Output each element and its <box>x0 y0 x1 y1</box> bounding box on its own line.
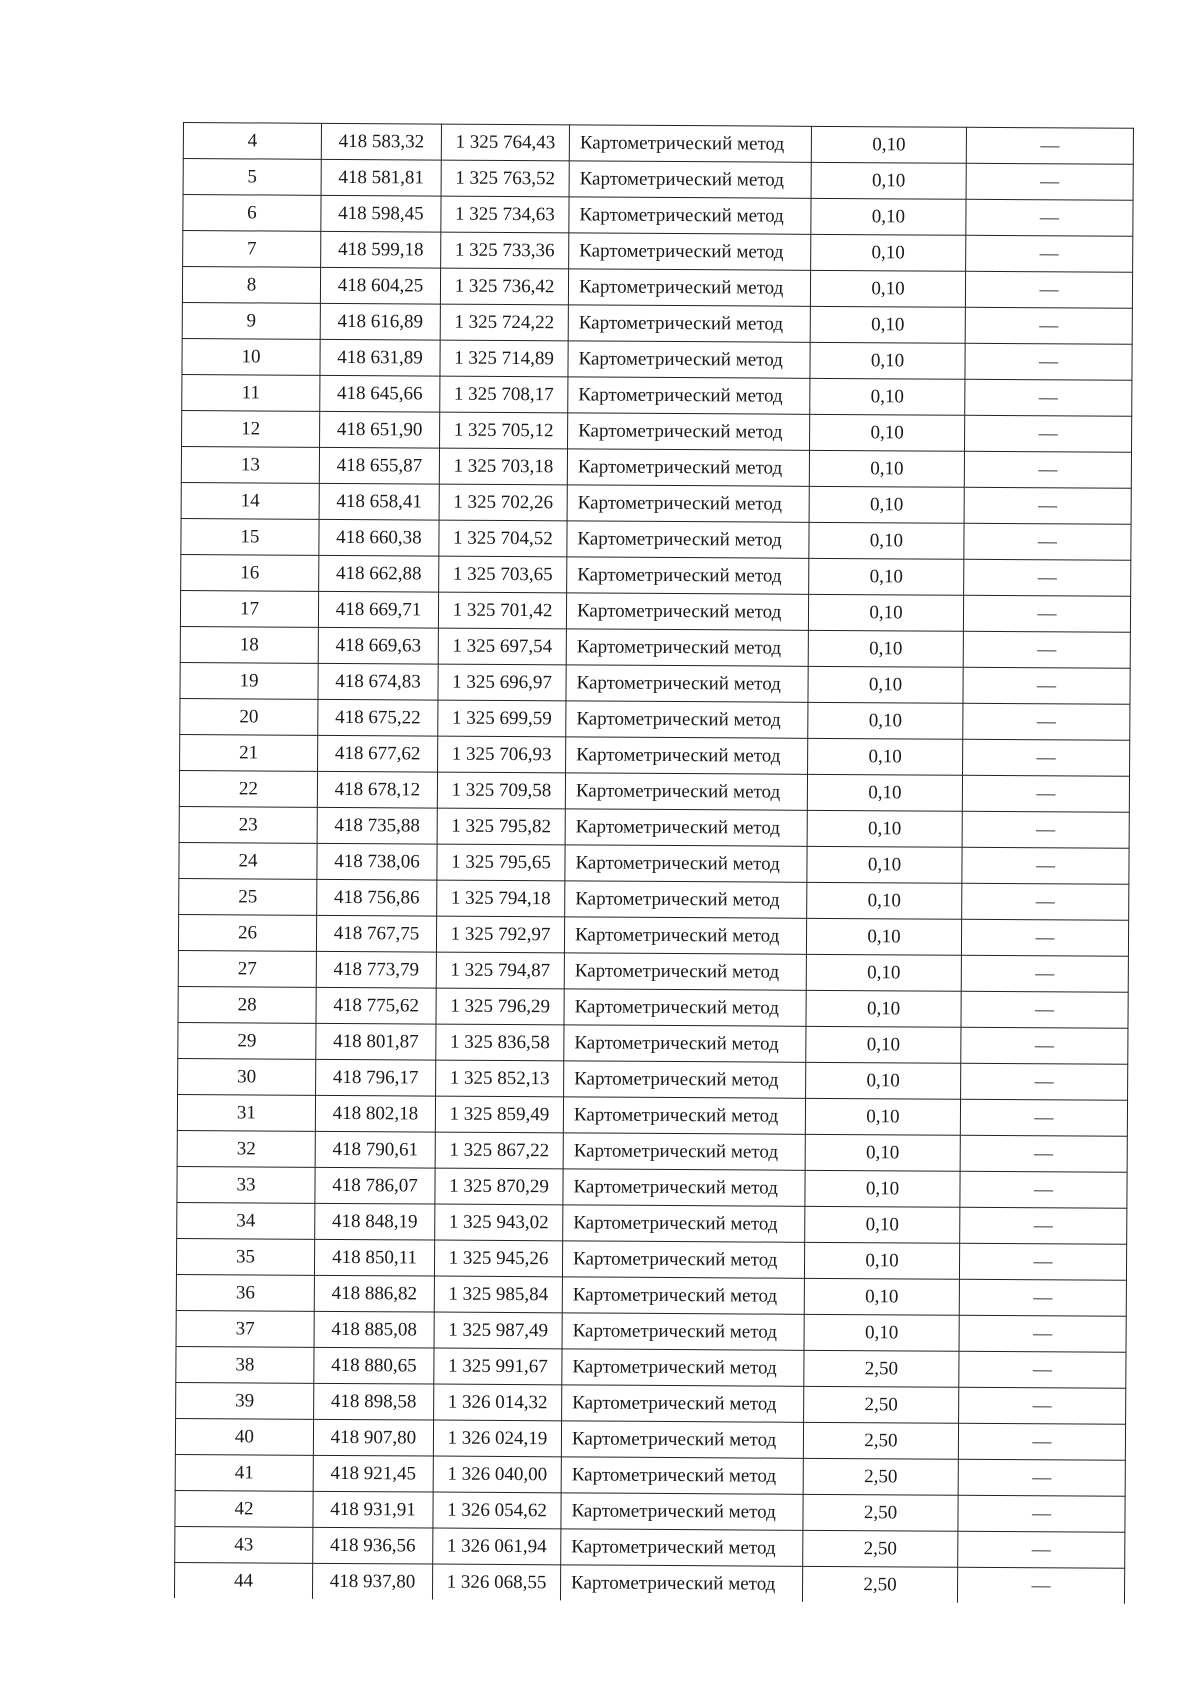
table-row <box>177 1202 1127 1244</box>
x-coordinate-cell: 418 880,65 <box>314 1347 434 1384</box>
x-coordinate-cell: 418 660,38 <box>319 519 439 556</box>
y-coordinate-cell: 1 325 699,59 <box>438 700 566 737</box>
y-coordinate-cell: 1 326 061,94 <box>433 1528 561 1565</box>
x-coordinate-cell: 418 677,62 <box>318 735 438 772</box>
x-coordinate-cell: 418 937,80 <box>312 1563 432 1599</box>
y-coordinate-cell: 1 325 870,29 <box>435 1168 563 1205</box>
point-number-cell: 20 <box>180 698 318 735</box>
x-coordinate-cell: 418 616,89 <box>320 303 440 340</box>
point-number-cell: 27 <box>178 950 316 987</box>
method-cell: Картометрический метод <box>566 701 808 738</box>
point-number-cell: 5 <box>183 159 321 196</box>
x-coordinate-cell: 418 921,45 <box>313 1455 433 1492</box>
accuracy-cell: 0,10 <box>805 1098 960 1135</box>
point-number-cell: 40 <box>175 1418 313 1455</box>
note-cell: — <box>961 1027 1128 1064</box>
method-cell: Картометрический метод <box>565 845 807 882</box>
x-coordinate-cell: 418 801,87 <box>316 1023 436 1060</box>
method-cell: Картометрический метод <box>563 1133 805 1170</box>
point-number-cell: 44 <box>174 1562 312 1598</box>
coordinates-table-body <box>174 123 1133 1604</box>
y-coordinate-cell: 1 325 704,52 <box>439 520 567 557</box>
x-coordinate-cell: 418 898,58 <box>314 1383 434 1420</box>
note-cell: — <box>961 919 1128 956</box>
point-number-cell: 35 <box>176 1238 314 1275</box>
accuracy-cell: 2,50 <box>804 1350 959 1387</box>
accuracy-cell: 0,10 <box>808 666 963 703</box>
x-coordinate-cell: 418 675,22 <box>318 699 438 736</box>
method-cell: Картометрический метод <box>568 341 810 378</box>
point-number-cell: 41 <box>175 1454 313 1491</box>
method-cell: Картометрический метод <box>564 1025 806 1062</box>
x-coordinate-cell: 418 599,18 <box>321 231 441 268</box>
table-row <box>178 950 1128 992</box>
x-coordinate-cell: 418 598,45 <box>321 195 441 232</box>
y-coordinate-cell: 1 325 867,22 <box>435 1132 563 1169</box>
method-cell: Картометрический метод <box>562 1313 804 1350</box>
accuracy-cell: 0,10 <box>811 126 966 163</box>
y-coordinate-cell: 1 326 068,55 <box>432 1564 560 1600</box>
point-number-cell: 29 <box>178 1022 316 1059</box>
y-coordinate-cell: 1 325 794,87 <box>436 952 564 989</box>
method-cell: Картометрический метод <box>563 1169 805 1206</box>
accuracy-cell: 0,10 <box>804 1278 959 1315</box>
note-cell: — <box>961 991 1128 1028</box>
y-coordinate-cell: 1 325 706,93 <box>438 736 566 773</box>
x-coordinate-cell: 418 631,89 <box>320 339 440 376</box>
x-coordinate-cell: 418 604,25 <box>320 267 440 304</box>
y-coordinate-cell: 1 325 736,42 <box>440 268 568 305</box>
note-cell: — <box>965 379 1132 416</box>
method-cell: Картометрический метод <box>569 197 811 234</box>
table-row <box>179 806 1129 848</box>
table-row <box>180 698 1130 740</box>
accuracy-cell: 0,10 <box>808 594 963 631</box>
accuracy-cell: 2,50 <box>803 1422 958 1459</box>
point-number-cell: 4 <box>183 123 321 160</box>
note-cell: — <box>959 1243 1126 1280</box>
point-number-cell: 17 <box>180 590 318 627</box>
y-coordinate-cell: 1 325 794,18 <box>437 880 565 917</box>
table-row <box>181 554 1131 596</box>
x-coordinate-cell: 418 756,86 <box>317 879 437 916</box>
y-coordinate-cell: 1 325 701,42 <box>438 592 566 629</box>
accuracy-cell: 0,10 <box>808 630 963 667</box>
accuracy-cell: 0,10 <box>811 234 966 271</box>
note-cell: — <box>965 415 1132 452</box>
method-cell: Картометрический метод <box>563 1097 805 1134</box>
method-cell: Картометрический метод <box>566 737 808 774</box>
x-coordinate-cell: 418 850,11 <box>314 1239 434 1276</box>
point-number-cell: 43 <box>175 1526 313 1563</box>
note-cell: — <box>966 235 1133 272</box>
method-cell: Картометрический метод <box>567 557 809 594</box>
note-cell: — <box>961 1063 1128 1100</box>
method-cell: Картометрический метод <box>566 665 808 702</box>
point-number-cell: 16 <box>181 554 319 591</box>
accuracy-cell: 0,10 <box>809 522 964 559</box>
point-number-cell: 30 <box>178 1058 316 1095</box>
x-coordinate-cell: 418 802,18 <box>315 1095 435 1132</box>
method-cell: Картометрический метод <box>562 1241 804 1278</box>
table-row <box>180 626 1130 668</box>
y-coordinate-cell: 1 325 859,49 <box>435 1096 563 1133</box>
method-cell: Картометрический метод <box>564 1061 806 1098</box>
table-row <box>179 842 1129 884</box>
point-number-cell: 14 <box>181 482 319 519</box>
method-cell: Картометрический метод <box>562 1277 804 1314</box>
accuracy-cell: 0,10 <box>804 1242 959 1279</box>
x-coordinate-cell: 418 678,12 <box>317 771 437 808</box>
x-coordinate-cell: 418 790,61 <box>315 1131 435 1168</box>
accuracy-cell: 0,10 <box>810 378 965 415</box>
table-row <box>178 914 1128 956</box>
table-row <box>179 878 1129 920</box>
accuracy-cell: 2,50 <box>803 1530 958 1567</box>
table-row <box>175 1526 1125 1568</box>
x-coordinate-cell: 418 581,81 <box>321 159 441 196</box>
point-number-cell: 23 <box>179 806 317 843</box>
point-number-cell: 10 <box>182 338 320 375</box>
method-cell: Картометрический метод <box>567 485 809 522</box>
method-cell: Картометрический метод <box>564 953 806 990</box>
table-row <box>183 231 1133 273</box>
note-cell: — <box>959 1387 1126 1424</box>
method-cell: Картометрический метод <box>568 269 810 306</box>
point-number-cell: 39 <box>176 1382 314 1419</box>
x-coordinate-cell: 418 651,90 <box>320 411 440 448</box>
note-cell: — <box>966 199 1133 236</box>
x-coordinate-cell: 418 848,19 <box>315 1203 435 1240</box>
method-cell: Картометрический метод <box>565 809 807 846</box>
method-cell: Картометрический метод <box>569 161 811 198</box>
table-row <box>183 195 1133 237</box>
accuracy-cell: 0,10 <box>807 810 962 847</box>
point-number-cell: 34 <box>177 1202 315 1239</box>
method-cell: Картометрический метод <box>566 593 808 630</box>
note-cell: — <box>963 703 1130 740</box>
x-coordinate-cell: 418 767,75 <box>316 915 436 952</box>
accuracy-cell: 0,10 <box>809 486 964 523</box>
point-number-cell: 25 <box>179 878 317 915</box>
accuracy-cell: 0,10 <box>807 882 962 919</box>
y-coordinate-cell: 1 325 991,67 <box>434 1348 562 1385</box>
accuracy-cell: 0,10 <box>808 738 963 775</box>
table-row <box>182 410 1132 452</box>
x-coordinate-cell: 418 931,91 <box>313 1491 433 1528</box>
note-cell: — <box>957 1567 1124 1604</box>
note-cell: — <box>960 1135 1127 1172</box>
note-cell: — <box>958 1459 1125 1496</box>
y-coordinate-cell: 1 325 702,26 <box>439 484 567 521</box>
x-coordinate-cell: 418 662,88 <box>319 555 439 592</box>
point-number-cell: 9 <box>182 302 320 339</box>
point-number-cell: 31 <box>177 1094 315 1131</box>
y-coordinate-cell: 1 325 734,63 <box>441 196 569 233</box>
accuracy-cell: 0,10 <box>806 990 961 1027</box>
table-row <box>176 1346 1126 1388</box>
accuracy-cell: 0,10 <box>806 1062 961 1099</box>
y-coordinate-cell: 1 325 836,58 <box>436 1024 564 1061</box>
note-cell: — <box>966 163 1133 200</box>
point-number-cell: 24 <box>179 842 317 879</box>
y-coordinate-cell: 1 325 703,18 <box>439 448 567 485</box>
table-row <box>180 734 1130 776</box>
accuracy-cell: 2,50 <box>803 1458 958 1495</box>
method-cell: Картометрический метод <box>562 1385 804 1422</box>
table-row <box>182 374 1132 416</box>
method-cell: Картометрический метод <box>568 305 810 342</box>
method-cell: Картометрический метод <box>564 989 806 1026</box>
point-number-cell: 11 <box>182 374 320 411</box>
y-coordinate-cell: 1 325 697,54 <box>438 628 566 665</box>
point-number-cell: 37 <box>176 1310 314 1347</box>
table-row <box>176 1310 1126 1352</box>
y-coordinate-cell: 1 325 795,65 <box>437 844 565 881</box>
note-cell: — <box>958 1495 1125 1532</box>
note-cell: — <box>959 1351 1126 1388</box>
x-coordinate-cell: 418 936,56 <box>313 1527 433 1564</box>
x-coordinate-cell: 418 738,06 <box>317 843 437 880</box>
y-coordinate-cell: 1 325 724,22 <box>440 304 568 341</box>
accuracy-cell: 0,10 <box>805 1206 960 1243</box>
table-row <box>177 1166 1127 1208</box>
note-cell: — <box>964 559 1131 596</box>
table-row <box>174 1562 1124 1603</box>
x-coordinate-cell: 418 885,08 <box>314 1311 434 1348</box>
x-coordinate-cell: 418 775,62 <box>316 987 436 1024</box>
note-cell: — <box>960 1207 1127 1244</box>
y-coordinate-cell: 1 325 696,97 <box>438 664 566 701</box>
accuracy-cell: 0,10 <box>806 918 961 955</box>
note-cell: — <box>965 343 1132 380</box>
point-number-cell: 42 <box>175 1490 313 1527</box>
accuracy-cell: 2,50 <box>802 1566 957 1602</box>
accuracy-cell: 0,10 <box>811 162 966 199</box>
note-cell: — <box>964 523 1131 560</box>
method-cell: Картометрический метод <box>565 881 807 918</box>
table-row <box>181 518 1131 560</box>
table-row <box>180 590 1130 632</box>
y-coordinate-cell: 1 325 792,97 <box>436 916 564 953</box>
note-cell: — <box>960 1099 1127 1136</box>
x-coordinate-cell: 418 669,63 <box>318 627 438 664</box>
table-row <box>176 1238 1126 1280</box>
x-coordinate-cell: 418 674,83 <box>318 663 438 700</box>
table-row <box>176 1382 1126 1424</box>
note-cell: — <box>963 631 1130 668</box>
table-row <box>179 770 1129 812</box>
note-cell: — <box>962 847 1129 884</box>
method-cell: Картометрический метод <box>568 413 810 450</box>
coordinates-table <box>174 122 1134 1604</box>
note-cell: — <box>961 955 1128 992</box>
x-coordinate-cell: 418 786,07 <box>315 1167 435 1204</box>
note-cell: — <box>958 1423 1125 1460</box>
y-coordinate-cell: 1 325 945,26 <box>434 1240 562 1277</box>
table-row <box>175 1490 1125 1532</box>
note-cell: — <box>959 1315 1126 1352</box>
accuracy-cell: 0,10 <box>808 702 963 739</box>
point-number-cell: 8 <box>182 267 320 304</box>
accuracy-cell: 2,50 <box>803 1494 958 1531</box>
y-coordinate-cell: 1 325 796,29 <box>436 988 564 1025</box>
method-cell: Картометрический метод <box>561 1529 803 1566</box>
accuracy-cell: 0,10 <box>807 846 962 883</box>
y-coordinate-cell: 1 325 985,84 <box>434 1276 562 1313</box>
x-coordinate-cell: 418 583,32 <box>321 123 441 160</box>
x-coordinate-cell: 418 773,79 <box>316 951 436 988</box>
point-number-cell: 18 <box>180 626 318 663</box>
note-cell: — <box>964 451 1131 488</box>
method-cell: Картометрический метод <box>563 1205 805 1242</box>
point-number-cell: 13 <box>181 446 319 483</box>
x-coordinate-cell: 418 907,80 <box>313 1419 433 1456</box>
accuracy-cell: 0,10 <box>809 558 964 595</box>
point-number-cell: 7 <box>183 231 321 268</box>
method-cell: Картометрический метод <box>561 1457 803 1494</box>
x-coordinate-cell: 418 886,82 <box>314 1275 434 1312</box>
x-coordinate-cell: 418 735,88 <box>317 807 437 844</box>
method-cell: Картометрический метод <box>561 1421 803 1458</box>
accuracy-cell: 0,10 <box>805 1170 960 1207</box>
note-cell: — <box>962 811 1129 848</box>
accuracy-cell: 0,10 <box>804 1314 959 1351</box>
table-row <box>183 159 1133 201</box>
point-number-cell: 26 <box>178 914 316 951</box>
accuracy-cell: 0,10 <box>810 270 965 307</box>
table-row <box>180 662 1130 704</box>
x-coordinate-cell: 418 655,87 <box>319 447 439 484</box>
table-row <box>177 1094 1127 1136</box>
note-cell: — <box>960 1171 1127 1208</box>
point-number-cell: 32 <box>177 1130 315 1167</box>
note-cell: — <box>963 739 1130 776</box>
accuracy-cell: 0,10 <box>810 306 965 343</box>
y-coordinate-cell: 1 325 943,02 <box>435 1204 563 1241</box>
y-coordinate-cell: 1 326 054,62 <box>433 1492 561 1529</box>
y-coordinate-cell: 1 325 987,49 <box>434 1312 562 1349</box>
point-number-cell: 21 <box>180 734 318 771</box>
point-number-cell: 12 <box>182 410 320 447</box>
method-cell: Картометрический метод <box>560 1565 802 1602</box>
table-row <box>175 1454 1125 1496</box>
table-row <box>181 482 1131 524</box>
method-cell: Картометрический метод <box>569 125 811 162</box>
accuracy-cell: 0,10 <box>805 1134 960 1171</box>
note-cell: — <box>963 595 1130 632</box>
method-cell: Картометрический метод <box>561 1493 803 1530</box>
point-number-cell: 33 <box>177 1166 315 1203</box>
y-coordinate-cell: 1 326 014,32 <box>434 1384 562 1421</box>
accuracy-cell: 0,10 <box>809 450 964 487</box>
table-row <box>178 1058 1128 1100</box>
y-coordinate-cell: 1 325 708,17 <box>440 376 568 413</box>
point-number-cell: 19 <box>180 662 318 699</box>
x-coordinate-cell: 418 796,17 <box>316 1059 436 1096</box>
y-coordinate-cell: 1 326 024,19 <box>433 1420 561 1457</box>
note-cell: — <box>962 775 1129 812</box>
y-coordinate-cell: 1 325 714,89 <box>440 340 568 377</box>
table-row <box>177 1130 1127 1172</box>
y-coordinate-cell: 1 325 852,13 <box>436 1060 564 1097</box>
table-row <box>175 1418 1125 1460</box>
point-number-cell: 28 <box>178 986 316 1023</box>
table-row <box>182 338 1132 380</box>
y-coordinate-cell: 1 325 703,65 <box>439 556 567 593</box>
y-coordinate-cell: 1 326 040,00 <box>433 1456 561 1493</box>
method-cell: Картометрический метод <box>564 917 806 954</box>
table-row <box>182 267 1132 309</box>
accuracy-cell: 0,10 <box>810 414 965 451</box>
method-cell: Картометрический метод <box>567 449 809 486</box>
note-cell: — <box>964 487 1131 524</box>
point-number-cell: 38 <box>176 1346 314 1383</box>
x-coordinate-cell: 418 658,41 <box>319 483 439 520</box>
accuracy-cell: 0,10 <box>807 774 962 811</box>
note-cell: — <box>963 667 1130 704</box>
table-row <box>183 123 1133 165</box>
y-coordinate-cell: 1 325 795,82 <box>437 808 565 845</box>
method-cell: Картометрический метод <box>562 1349 804 1386</box>
accuracy-cell: 0,10 <box>806 954 961 991</box>
x-coordinate-cell: 418 669,71 <box>318 591 438 628</box>
y-coordinate-cell: 1 325 705,12 <box>440 412 568 449</box>
accuracy-cell: 0,10 <box>810 342 965 379</box>
table-row <box>178 986 1128 1028</box>
method-cell: Картометрический метод <box>567 521 809 558</box>
x-coordinate-cell: 418 645,66 <box>320 375 440 412</box>
accuracy-cell: 0,10 <box>806 1026 961 1063</box>
note-cell: — <box>959 1279 1126 1316</box>
y-coordinate-cell: 1 325 709,58 <box>437 772 565 809</box>
accuracy-cell: 2,50 <box>804 1386 959 1423</box>
table-row <box>178 1022 1128 1064</box>
method-cell: Картометрический метод <box>568 377 810 414</box>
y-coordinate-cell: 1 325 733,36 <box>441 232 569 269</box>
accuracy-cell: 0,10 <box>811 198 966 235</box>
method-cell: Картометрический метод <box>569 233 811 270</box>
note-cell: — <box>966 127 1133 164</box>
method-cell: Картометрический метод <box>566 629 808 666</box>
table-row <box>182 302 1132 344</box>
note-cell: — <box>965 307 1132 344</box>
point-number-cell: 22 <box>179 770 317 807</box>
point-number-cell: 6 <box>183 195 321 232</box>
note-cell: — <box>962 883 1129 920</box>
method-cell: Картометрический метод <box>565 773 807 810</box>
table-row <box>181 446 1131 488</box>
note-cell: — <box>958 1531 1125 1568</box>
y-coordinate-cell: 1 325 764,43 <box>441 124 569 161</box>
table-row <box>176 1274 1126 1316</box>
point-number-cell: 15 <box>181 518 319 555</box>
y-coordinate-cell: 1 325 763,52 <box>441 160 569 197</box>
note-cell: — <box>965 271 1132 308</box>
point-number-cell: 36 <box>176 1274 314 1311</box>
